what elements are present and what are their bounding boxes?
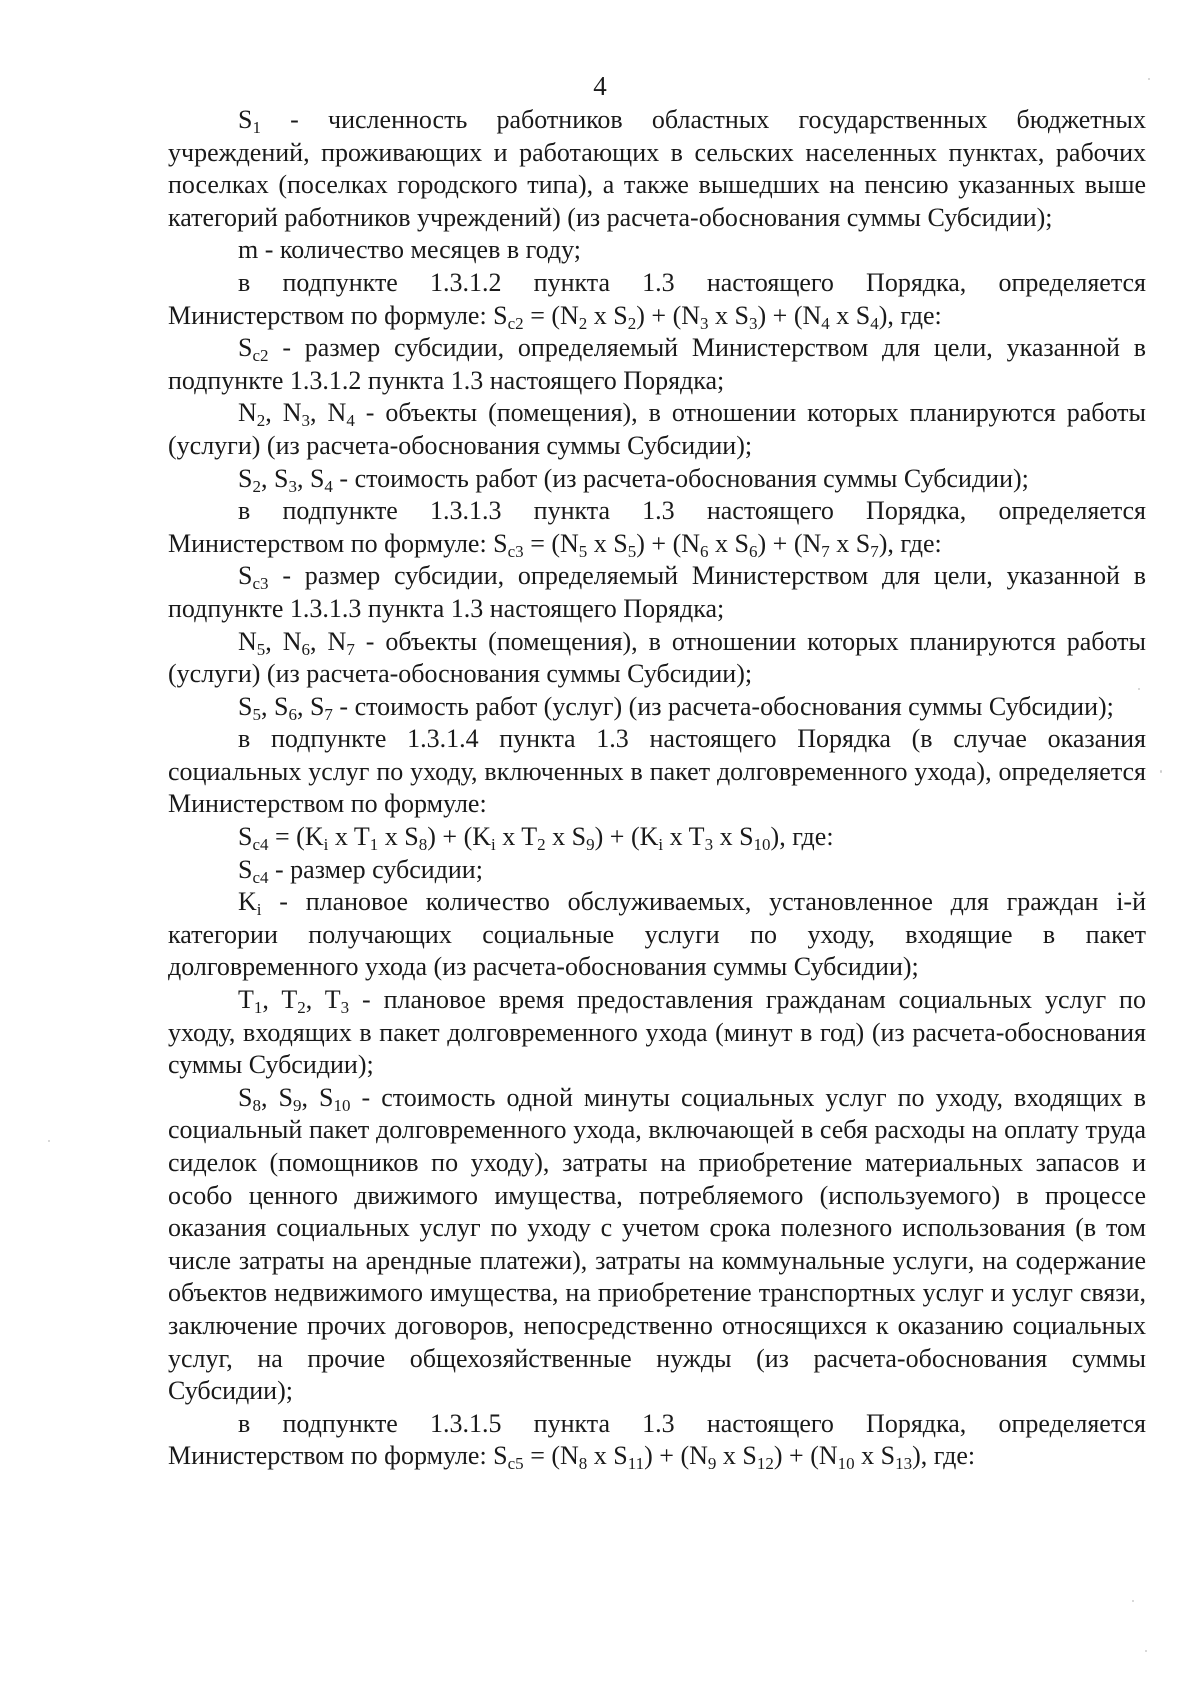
paragraph-n2-n4-definition: $N_2$, $N_3$, $N_4$ - объекты (помещения), в отношении которых планируются работы (услуги) (из расчета-обоснования суммы Субсидии); (168, 398, 1146, 460)
scan-speck (1160, 770, 1162, 773)
paragraph-sc3-formula: в подпункте 1.3.1.3 пункта 1.3 настоящего Порядка, определяется Министерством по формуле: $S_{c3} = (N_5$ x $S_5) + (N_6$ x $S_6) + (N_7$ x $S_7$), где: (168, 496, 1146, 561)
paragraph-s8-s10-definition: $S_8$, $S_9$, $S_{10}$ - стоимость одной минуты социальных услуг по уходу, входящих в социальный пакет долговременного ухода, включающей в себя расходы на оплату труда сиделок (помощников по уходу), затраты на приобретение материальных запасов и особо ценного движимого имущества, потребляемого (используемого) в процессе оказания социальных услуг по уходу с учетом срока полезного использования (в том числе затраты на арендные платежи), затраты на коммунальные услуги, на содержание объектов недвижимого имущества, на приобретение транспортных услуг и услуг связи, заключение прочих договоров, непосредственно относящихся к оказанию социальных услуг, на прочие общехозяйственные нужды (из расчета-обоснования суммы Субсидии); (168, 1082, 1146, 1406)
scan-speck (1145, 1650, 1147, 1652)
paragraph-sc3-definition: $S_{c3}$ - размер субсидии, определяемый Министерством для цели, указанной в подпункте 1.3.1.3 пункта 1.3 настоящего Порядка; (168, 561, 1146, 623)
paragraph-sc2-definition: $S_{c2}$ - размер субсидии, определяемый Министерством для цели, указанной в подпункте 1.3.1.2 пункта 1.3 настоящего Порядка; (168, 333, 1146, 395)
paragraph-m-definition: m - количество месяцев в году; (238, 235, 582, 265)
paragraph-sc4-definition: $S_{c4}$ - размер субсидии; (238, 854, 483, 887)
paragraph-s1-definition: $S_1$ - численность работников областных государственных бюджетных учреждений, проживающих и работающих в сельских населенных пунктах, рабочих поселках (поселках городского типа), а также вышедших на пенсию указанных выше категорий работников учреждений) (из расчета-обоснования суммы Субсидии); (168, 105, 1146, 232)
paragraph-sc4-formula: $S_{c4} = (K_i$ x $T_1$ x $S_8) + (K_i$ x $T_2$ x $S_9) + (K_i$ x $T_3$ x $S_{10}$), где: (238, 822, 834, 855)
paragraph-n5-n7-definition: $N_5$, $N_6$, $N_7$ - объекты (помещения), в отношении которых планируются работы (услуги) (из расчета-обоснования суммы Субсидии); (168, 626, 1146, 689)
scan-speck (1138, 688, 1140, 690)
scan-speck (48, 1140, 50, 1142)
paragraph-s2-s4-definition: $S_2$, $S_3$, $S_4$ - стоимость работ (из расчета-обоснования суммы Субсидии); (238, 463, 1029, 496)
paragraph-sc5-formula: в подпункте 1.3.1.5 пункта 1.3 настоящего Порядка, определяется Министерством по формуле: $S_{c5} = (N_8$ x $S_{11}) + (N_9$ x $S_{12}) + (N_{10}$ x $S_{13}$), где: (168, 1408, 1146, 1474)
paragraph-t1-t3-definition: $T_1$, $T_2$, $T_3$ - плановое время предоставления гражданам социальных услуг по уходу, входящих в пакет долговременного ухода (минут в год) (из расчета-обоснования суммы Субсидии); (168, 985, 1146, 1080)
scan-speck (1132, 1600, 1134, 1602)
page-number: 4 (593, 71, 607, 101)
paragraph-ki-definition: $K_i$ - плановое количество обслуживаемых, установленное для граждан i-й категории получающих социальные услуги по уходу, входящие в пакет долговременного ухода (из расчета-обоснования суммы Субсидии); (168, 887, 1146, 982)
scan-speck (1148, 78, 1150, 80)
document-body (168, 104, 1146, 1473)
paragraph-sc2-formula: в подпункте 1.3.1.2 пункта 1.3 настоящего Порядка, определяется Министерством по формуле: $S_{c2} = (N_2$ x $S_2) + (N_3$ x $S_3) + (N_4$ x $S_4$), где: (168, 267, 1146, 333)
paragraph-s5-s7-definition: $S_5$, $S_6$, $S_7$ - стоимость работ (услуг) (из расчета-обоснования суммы Субсидии); (238, 691, 1114, 724)
paragraph-sc4-intro: в подпункте 1.3.1.4 пункта 1.3 настоящего Порядка (в случае оказания социальных услуг по уходу, включенных в пакет долговременного ухода), определяется Министерством по формуле: (168, 724, 1146, 819)
